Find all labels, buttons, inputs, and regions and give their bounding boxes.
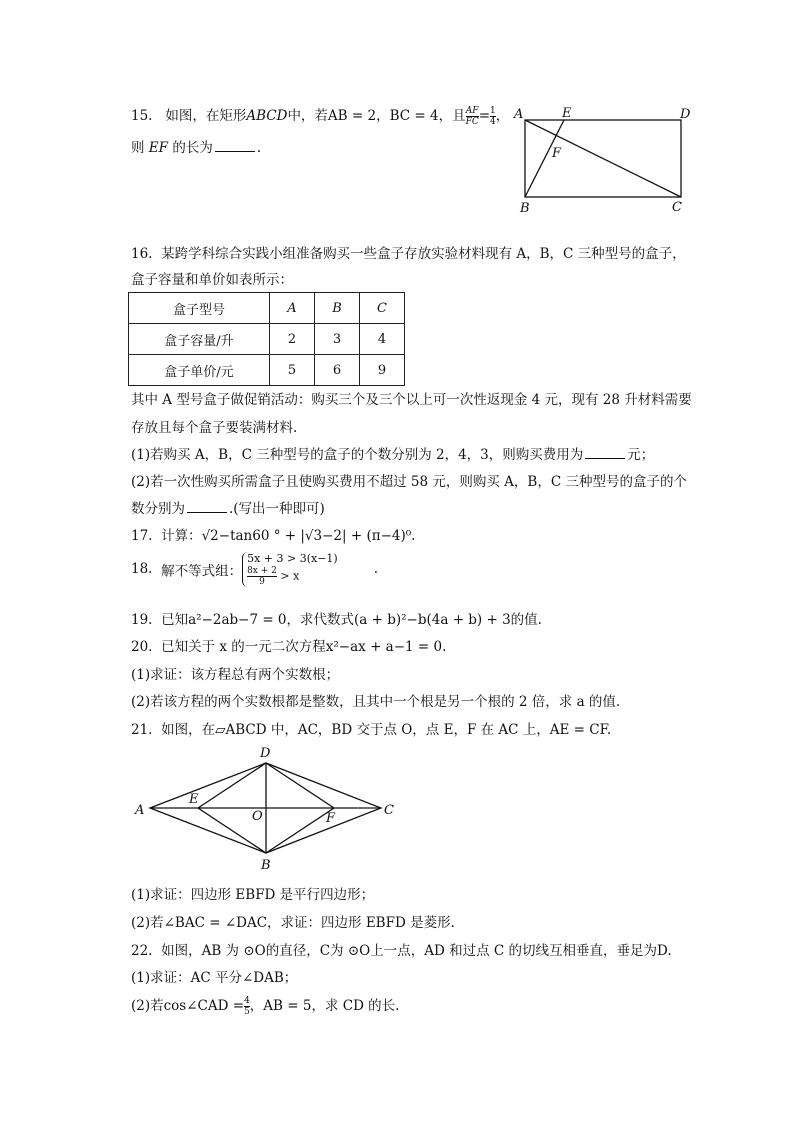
- q15-line2-c: .: [256, 140, 262, 156]
- label-d: D: [260, 746, 271, 761]
- cell-capacity-b: 3: [315, 324, 360, 355]
- q16-part2-text: (2)若一次性购买所需盒子且使购买费用不超过 58 元，则购买 A，B，C 三种型号的盒子的个: [131, 474, 687, 490]
- q16-part1-text: (1)若购买 A，B，C 三种型号的盒子的个数分别为 2，4，3，则购买费用为: [131, 447, 584, 463]
- q18-number: 18.: [131, 561, 153, 577]
- q16-part2-a: 数分别为: [131, 501, 185, 517]
- q21-text: 如图，在▱ABCD 中，AC，BD 交于点 O，点 E，F 在 AC 上，AE = CF.: [161, 722, 612, 738]
- q18-line: [131, 552, 378, 587]
- q16-box-table: [128, 292, 405, 386]
- q16-text2: 盒子容量和单价如表所示：: [131, 272, 293, 288]
- q18-ineq1: 5x + 3 > 3(x−1): [247, 552, 338, 565]
- q16-line1: [131, 242, 686, 262]
- label-c: C: [672, 200, 682, 215]
- q18-ineq2-den: 9: [259, 577, 265, 587]
- q16-part2-line2: [131, 497, 325, 517]
- q15-text-b: 中，若AB = 2，BC = 4，且: [287, 108, 466, 124]
- header-cell-b: B: [315, 293, 360, 324]
- q18-text: 解不等式组：: [161, 563, 243, 580]
- q16-text4: 存放且每个盒子要装满材料.: [131, 420, 298, 436]
- q15-text-a: 如图，在矩形: [165, 108, 247, 124]
- label-o: O: [252, 809, 263, 824]
- label-e: E: [562, 106, 572, 121]
- cell-price-b: 6: [315, 355, 360, 386]
- cell-capacity-c: 4: [360, 324, 405, 355]
- cell-price-label: 盒子单价/元: [129, 355, 270, 386]
- q15-number: 15.: [131, 108, 153, 124]
- q22-line: [131, 939, 672, 959]
- header-cell-a: A: [270, 293, 315, 324]
- q18-ineq2-num: 8x + 2: [247, 566, 277, 576]
- q16-part1-unit: 元；: [627, 447, 655, 463]
- table-row: [129, 324, 405, 355]
- q15-frac1-den: FC: [465, 117, 479, 127]
- q16-part2-b: .(写出一种即可): [229, 501, 325, 517]
- q16-part2-blank[interactable]: [187, 500, 227, 513]
- label-a: A: [135, 803, 145, 818]
- q20-part2: (2)若该方程的两个实数根都是整数，且其中一个根是另一个根的 2 倍，求 a 的值.: [131, 694, 621, 710]
- q20-line: [131, 635, 446, 655]
- cell-capacity-label: 盒子容量/升: [129, 324, 270, 355]
- q18-end: .: [373, 561, 378, 577]
- q15-line2-b: 的长为: [172, 140, 213, 156]
- q22-part2-a: (2)若cos∠CAD =: [131, 998, 245, 1014]
- label-e: E: [189, 792, 199, 807]
- q21-parallelogram-figure: [128, 740, 408, 875]
- q21-part1: (1)求证：四边形 EBFD 是平行四边形；: [131, 887, 375, 903]
- q15-line2-a: 则: [131, 140, 145, 156]
- q22-part2-b: ，AB = 5，求 CD 的长.: [249, 998, 400, 1014]
- q22-part2: [131, 994, 399, 1017]
- header-cell-c: C: [360, 293, 405, 324]
- q15-text-c: ，: [495, 108, 510, 124]
- q19-line: [131, 608, 542, 628]
- q16-part1-blank[interactable]: [585, 446, 625, 459]
- cell-capacity-a: 2: [270, 324, 315, 355]
- q17-line: [131, 524, 415, 544]
- q15-abcd: ABCD: [246, 108, 288, 124]
- label-b: B: [261, 858, 271, 873]
- q21-part2: (2)若∠BAC = ∠DAC，求证：四边形 EBFD 是菱形.: [131, 915, 455, 931]
- q15-frac2-num: 1: [490, 106, 496, 116]
- label-d: D: [680, 107, 691, 122]
- q18-ineq2-frac: [247, 566, 277, 587]
- q15-eq: =: [478, 108, 491, 124]
- q22-text: 如图，AB 为 ⊙O的直径，C为 ⊙O上一点，AD 和过点 C 的切线互相垂直，垂足为D.: [161, 943, 672, 959]
- q16-part1: [131, 443, 654, 463]
- header-cell-type: 盒子型号: [129, 293, 270, 324]
- diagonal-ac: [525, 120, 681, 197]
- q15-line2: [131, 136, 261, 156]
- cell-price-c: 9: [360, 355, 405, 386]
- q17-text: 计算：√2−tan60 ° + |√3−2| + (π−4)⁰.: [161, 528, 416, 544]
- q16-number: 16.: [131, 246, 153, 262]
- table-row: [129, 355, 405, 386]
- q21-number: 21.: [131, 722, 153, 738]
- label-c: C: [384, 803, 394, 818]
- q15-answer-blank[interactable]: [215, 139, 255, 152]
- q15-frac2-den: 4: [490, 117, 496, 127]
- q19-text: 已知a²−2ab−7 = 0，求代数式(a + b)²−b(4a + b) + 3的值.: [161, 612, 542, 628]
- q16-text3: 其中 A 型号盒子做促销活动：购买三个及三个以上可一次性返现金 4 元，现有 28 升材料需要: [131, 392, 692, 408]
- q15-line1: [131, 104, 509, 127]
- q22-number: 22.: [131, 943, 153, 959]
- cell-price-a: 5: [270, 355, 315, 386]
- q22-frac-num: 4: [244, 996, 250, 1006]
- label-f: F: [326, 811, 336, 826]
- q17-number: 17.: [131, 528, 153, 544]
- label-a: A: [514, 107, 524, 122]
- table-header-row: [129, 293, 405, 324]
- q19-number: 19.: [131, 612, 153, 628]
- q18-ineq2-rest: > x: [280, 569, 300, 583]
- q20-part1: (1)求证：该方程总有两个实数根；: [131, 667, 340, 683]
- q18-inequality-system: [242, 552, 338, 587]
- q15-ef: EF: [148, 140, 169, 156]
- q22-part1: (1)求证：AC 平分∠DAB；: [131, 970, 298, 986]
- q15-frac1-num: AF: [465, 106, 479, 116]
- q21-line: [131, 718, 611, 738]
- label-b: B: [520, 201, 530, 216]
- q15-rectangle-figure: [505, 100, 705, 220]
- label-f: F: [552, 146, 562, 161]
- q20-number: 20.: [131, 639, 153, 655]
- q22-frac-den: 5: [244, 1007, 250, 1017]
- q15-frac-af-fc: [466, 106, 479, 127]
- q20-text: 已知关于 x 的一元二次方程x²−ax + a−1 = 0.: [161, 639, 447, 655]
- q16-text1: 某跨学科综合实践小组准备购买一些盒子存放实验材料现有 A，B，C 三种型号的盒子，: [161, 246, 686, 262]
